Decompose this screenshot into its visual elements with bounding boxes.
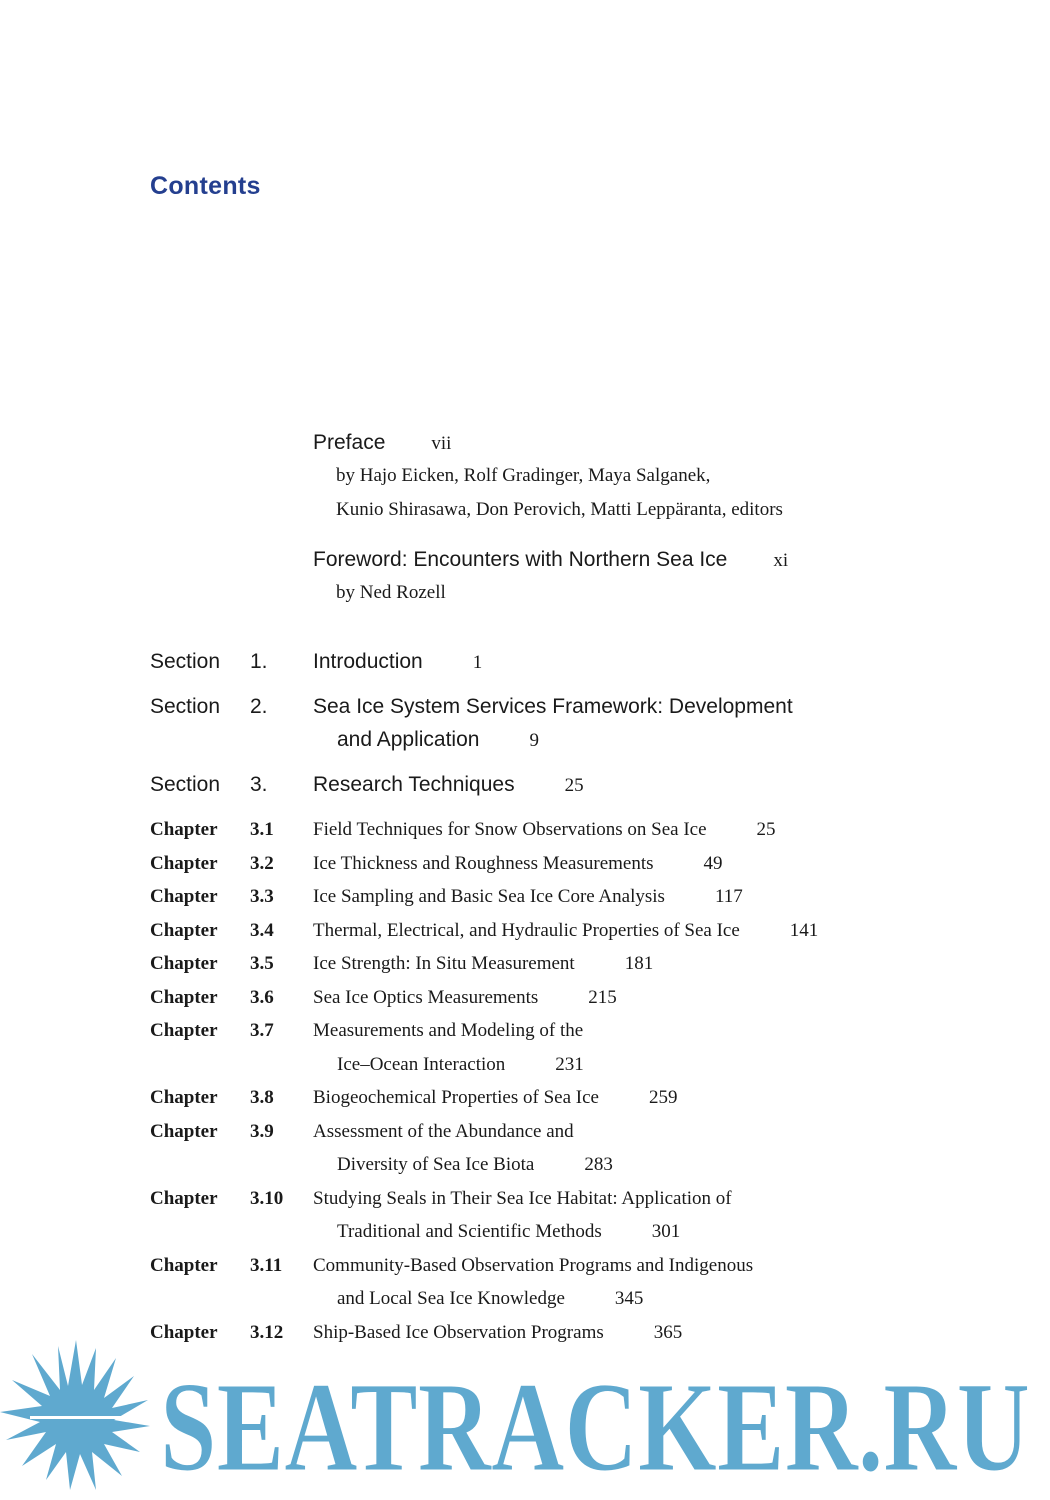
entry-page: 141 <box>789 919 819 941</box>
entry-number: 3.1 <box>250 819 274 840</box>
entry-page: 231 <box>555 1053 584 1075</box>
entry-number: 3.9 <box>250 1120 274 1142</box>
entry-kind: Chapter <box>150 1087 218 1108</box>
watermark-text: SEATRACKER.RU <box>160 1356 1030 1490</box>
entry-title[interactable]: Preface <box>313 431 386 454</box>
toc-chapter-row[interactable] <box>150 947 1010 981</box>
entry-page: 9 <box>529 730 539 751</box>
entry-kind: Chapter <box>150 986 218 1008</box>
entry-title: Assessment of the Abundance and <box>313 1120 574 1142</box>
toc-chapter-row[interactable] <box>150 1115 1010 1182</box>
entry-page: xi <box>773 550 789 571</box>
entry-title: Introduction <box>313 650 423 673</box>
sun-logo-icon <box>0 1340 150 1490</box>
entry-title[interactable]: Foreword: Encounters with Northern Sea Ice <box>313 548 728 571</box>
entry-title: Field Techniques for Snow Observations on Sea Ice <box>313 819 707 840</box>
entry-page: 345 <box>614 1288 644 1309</box>
entry-title: Ship-Based Ice Observation Programs <box>313 1321 604 1343</box>
entry-kind: Section <box>150 650 221 673</box>
toc-section-row[interactable] <box>150 645 1010 679</box>
entry-title: Research Techniques <box>313 773 515 796</box>
toc-chapter-row[interactable] <box>150 847 1010 881</box>
entry-page: 301 <box>651 1221 681 1242</box>
toc-chapter-row[interactable] <box>150 914 1010 948</box>
entry-kind: Chapter <box>150 919 218 941</box>
toc-chapter-row[interactable] <box>150 1249 1010 1316</box>
entry-title: Sea Ice Optics Measurements <box>313 986 539 1008</box>
toc-chapter-row[interactable] <box>150 981 1010 1015</box>
entry-kind: Section <box>150 773 221 796</box>
entry-page: 25 <box>564 775 584 796</box>
page-title: Contents <box>150 172 261 200</box>
entry-number: 3.3 <box>250 886 274 907</box>
entry-kind: Chapter <box>150 953 218 974</box>
entry-kind: Chapter <box>150 1321 218 1343</box>
entry-kind: Chapter <box>150 819 218 840</box>
entry-title-cont: Ice–Ocean Interaction <box>337 1053 506 1075</box>
toc-chapter-row[interactable] <box>150 1081 1010 1115</box>
entry-kind: Chapter <box>150 1187 218 1209</box>
front-matter <box>313 428 973 628</box>
entry-kind: Chapter <box>150 1254 218 1276</box>
entry-number: 3.6 <box>250 986 274 1008</box>
entry-number: 3.8 <box>250 1087 274 1108</box>
entry-title: Biogeochemical Properties of Sea Ice <box>313 1087 599 1108</box>
entry-title: Ice Strength: In Situ Measurement <box>313 953 575 974</box>
entry-title-cont: Diversity of Sea Ice Biota <box>337 1154 535 1175</box>
entry-number: 3.10 <box>250 1187 284 1209</box>
entry-page: 49 <box>703 852 723 874</box>
toc-chapter-row[interactable] <box>150 880 1010 914</box>
entry-page: 181 <box>624 953 654 974</box>
entry-kind: Chapter <box>150 852 218 874</box>
entry-title: Studying Seals in Their Sea Ice Habitat: Application of <box>313 1187 732 1209</box>
front-matter-entry <box>313 545 973 610</box>
entry-byline: by Ned Rozell <box>336 582 446 603</box>
entry-page: 117 <box>714 886 743 907</box>
entry-number: 3.2 <box>250 852 274 874</box>
toc-list <box>150 645 1010 1349</box>
toc-chapter-row[interactable] <box>150 1014 1010 1081</box>
front-matter-entry <box>313 428 973 527</box>
entry-title: Sea Ice System Services Framework: Development <box>313 695 793 718</box>
entry-page: 25 <box>756 819 776 840</box>
entry-kind: Section <box>150 695 221 718</box>
watermark-banner <box>0 1340 1050 1490</box>
toc-chapter-row[interactable] <box>150 1182 1010 1249</box>
entry-number: 2. <box>250 695 268 718</box>
entry-page: 365 <box>653 1321 683 1343</box>
entry-title: Measurements and Modeling of the <box>313 1020 584 1041</box>
entry-number: 3.4 <box>250 919 274 941</box>
entry-title: Ice Sampling and Basic Sea Ice Core Analysis <box>313 886 665 907</box>
entry-title-cont: Traditional and Scientific Methods <box>337 1221 602 1242</box>
entry-number: 3.5 <box>250 953 274 974</box>
entry-byline: Kunio Shirasawa, Don Perovich, Matti Leppäranta, editors <box>336 499 783 520</box>
toc-section-row[interactable] <box>150 690 1010 757</box>
entry-title-cont: and Local Sea Ice Knowledge <box>337 1288 565 1309</box>
entry-number: 3.7 <box>250 1020 274 1041</box>
entry-title: Community-Based Observation Programs and Indigenous <box>313 1254 754 1276</box>
toc-section-row[interactable] <box>150 768 1010 802</box>
entry-byline: by Hajo Eicken, Rolf Gradinger, Maya Salganek, <box>336 465 711 486</box>
entry-page: 283 <box>584 1154 613 1175</box>
entry-kind: Chapter <box>150 1020 218 1041</box>
entry-title: Thermal, Electrical, and Hydraulic Properties of Sea Ice <box>313 919 740 941</box>
entry-number: 1. <box>250 650 268 673</box>
entry-number: 3.11 <box>250 1254 283 1276</box>
entry-page: 1 <box>472 652 483 673</box>
entry-kind: Chapter <box>150 886 218 907</box>
entry-number: 3. <box>250 773 268 796</box>
entry-page: 259 <box>648 1087 678 1108</box>
entry-title: Ice Thickness and Roughness Measurements <box>313 852 654 874</box>
entry-title-cont: and Application <box>337 728 480 751</box>
entry-number: 3.12 <box>250 1321 284 1343</box>
toc-chapter-row[interactable] <box>150 813 1010 847</box>
entry-kind: Chapter <box>150 1120 218 1142</box>
entry-page: vii <box>431 433 452 454</box>
entry-page: 215 <box>588 986 617 1008</box>
